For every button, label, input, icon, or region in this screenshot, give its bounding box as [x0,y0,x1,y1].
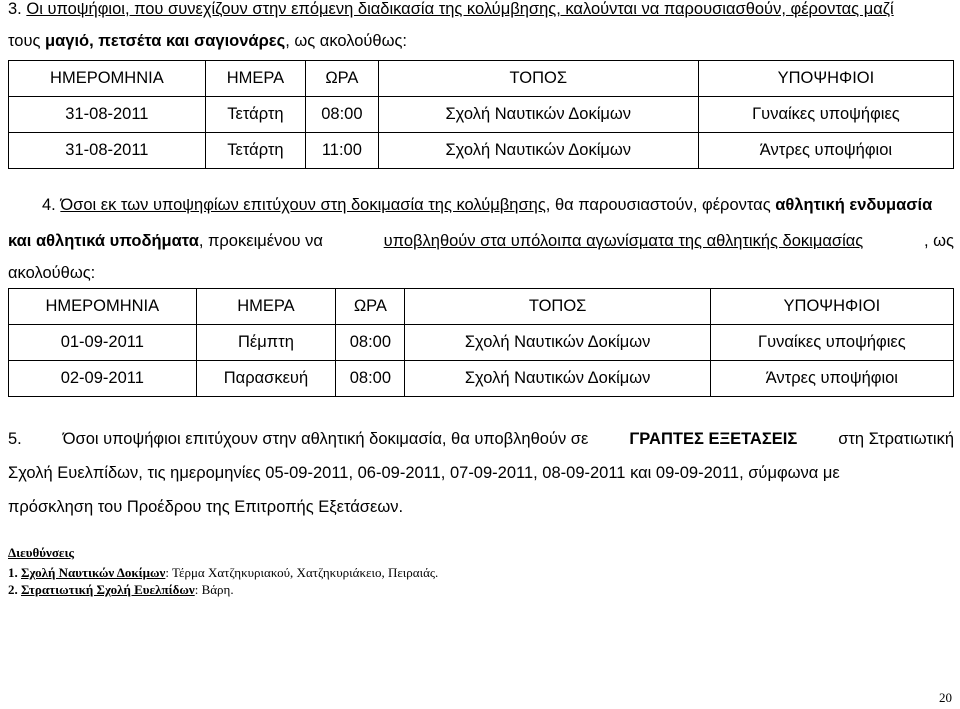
address-item [8,582,234,598]
header-place: ΤΟΠΟΣ [378,61,698,97]
section3-line1 [8,0,894,19]
cell-day: Παρασκευή [196,361,336,397]
address-number: 2. [8,582,18,597]
cell-candidates: Γυναίκες υποψήφιες [710,325,953,361]
section3-text-pre: τους [8,32,41,50]
header-day: ΗΜΕΡΑ [196,289,336,325]
section3-line2 [8,32,407,51]
cell-candidates: Άντρες υποψήφιοι [710,361,953,397]
section4-underlined-1: Όσοι εκ των υποψηφίων επιτύχουν στη δοκιμασία της κολύμβησης [60,196,546,214]
cell-place: Σχολή Ναυτικών Δοκίμων [405,361,710,397]
cell-day: Πέμπτη [196,325,336,361]
cell-date: 31-08-2011 [9,97,206,133]
section4-line2 [8,232,954,251]
cell-time: 08:00 [306,97,379,133]
section4-bold-1: αθλητική ενδυμασία [775,196,933,214]
cell-place: Σχολή Ναυτικών Δοκίμων [405,325,710,361]
cell-date: 01-09-2011 [9,325,197,361]
header-candidates: ΥΠΟΨΗΦΙΟΙ [698,61,953,97]
section5-line3: πρόσκληση του Προέδρου της Επιτροπής Εξετάσεων. [8,498,404,516]
address-name: Στρατιωτική Σχολή Ευελπίδων [21,582,195,597]
header-candidates: ΥΠΟΨΗΦΙΟΙ [710,289,953,325]
addresses-heading: Διευθύνσεις [8,545,74,560]
section3-number: 3. [8,0,22,18]
table-row [9,325,954,361]
section4-line3: ακολούθως: [8,264,96,282]
table-row [9,97,954,133]
section4-text-3: , προκειμένου να [198,232,323,250]
section4-number: 4. [42,196,56,214]
address-detail: : Τέρμα Χατζηκυριακού, Χατζηκυριάκειο, Πειραιάς. [165,565,439,580]
cell-day: Τετάρτη [205,97,305,133]
table-row [9,133,954,169]
page-number: 20 [939,690,952,705]
schedule-table-2 [8,288,954,397]
cell-candidates: Γυναίκες υποψήφιες [698,97,953,133]
cell-candidates: Άντρες υποψήφιοι [698,133,953,169]
section5-line1 [8,430,954,449]
cell-place: Σχολή Ναυτικών Δοκίμων [378,133,698,169]
header-time: ΩΡΑ [306,61,379,97]
address-number: 1. [8,565,18,580]
cell-time: 08:00 [336,361,405,397]
section4-text-4: , ως [923,232,954,250]
schedule-table-1 [8,60,954,169]
header-day: ΗΜΕΡΑ [205,61,305,97]
section4-line2-left [8,232,323,251]
section3-text-post: , ως ακολούθως: [285,32,408,50]
section4-line1 [42,196,932,215]
table-header-row [9,61,954,97]
header-place: ΤΟΠΟΣ [405,289,710,325]
section5-line2: Σχολή Ευελπίδων, τις ημερομηνίες 05-09-2011, 06-09-2011, 07-09-2011, 08-09-2011 και 09-09-2011, σύμφωνα με [8,464,840,482]
address-item [8,565,438,581]
table-row [9,361,954,397]
address-name: Σχολή Ναυτικών Δοκίμων [21,565,166,580]
table-header-row [9,289,954,325]
section5-number: 5. [8,430,22,448]
address-detail: : Βάρη. [194,582,234,597]
cell-day: Τετάρτη [205,133,305,169]
section3-bold-items: μαγιό, πετσέτα και σαγιονάρες [45,32,286,50]
section4-bold-2: και αθλητικά υποδήματα [8,232,199,250]
header-date: ΗΜΕΡΟΜΗΝΙΑ [9,289,197,325]
section4-underlined-2: υποβληθούν στα υπόλοιπα αγωνίσματα της αθλητικής δοκιμασίας [383,232,864,250]
cell-time: 08:00 [336,325,405,361]
cell-date: 31-08-2011 [9,133,206,169]
section5-text-1: Όσοι υποψήφιοι επιτύχουν στην αθλητική δοκιμασία, θα υποβληθούν σε [62,430,589,448]
section5-bold-exams: ΓΡΑΠΤΕΣ ΕΞΕΤΑΣΕΙΣ [629,430,798,448]
section3-text-line1: Οι υποψήφιοι, που συνεχίζουν στην επόμενη διαδικασία της κολύμβησης, καλούνται να παρουσιασθούν, φέροντας μαζί [26,0,894,18]
header-date: ΗΜΕΡΟΜΗΝΙΑ [9,61,206,97]
cell-date: 02-09-2011 [9,361,197,397]
header-time: ΩΡΑ [336,289,405,325]
cell-time: 11:00 [306,133,379,169]
section5-text-2: στη Στρατιωτική [838,430,954,448]
section4-text-2: , θα παρουσιαστούν, φέροντας [545,196,771,214]
cell-place: Σχολή Ναυτικών Δοκίμων [378,97,698,133]
